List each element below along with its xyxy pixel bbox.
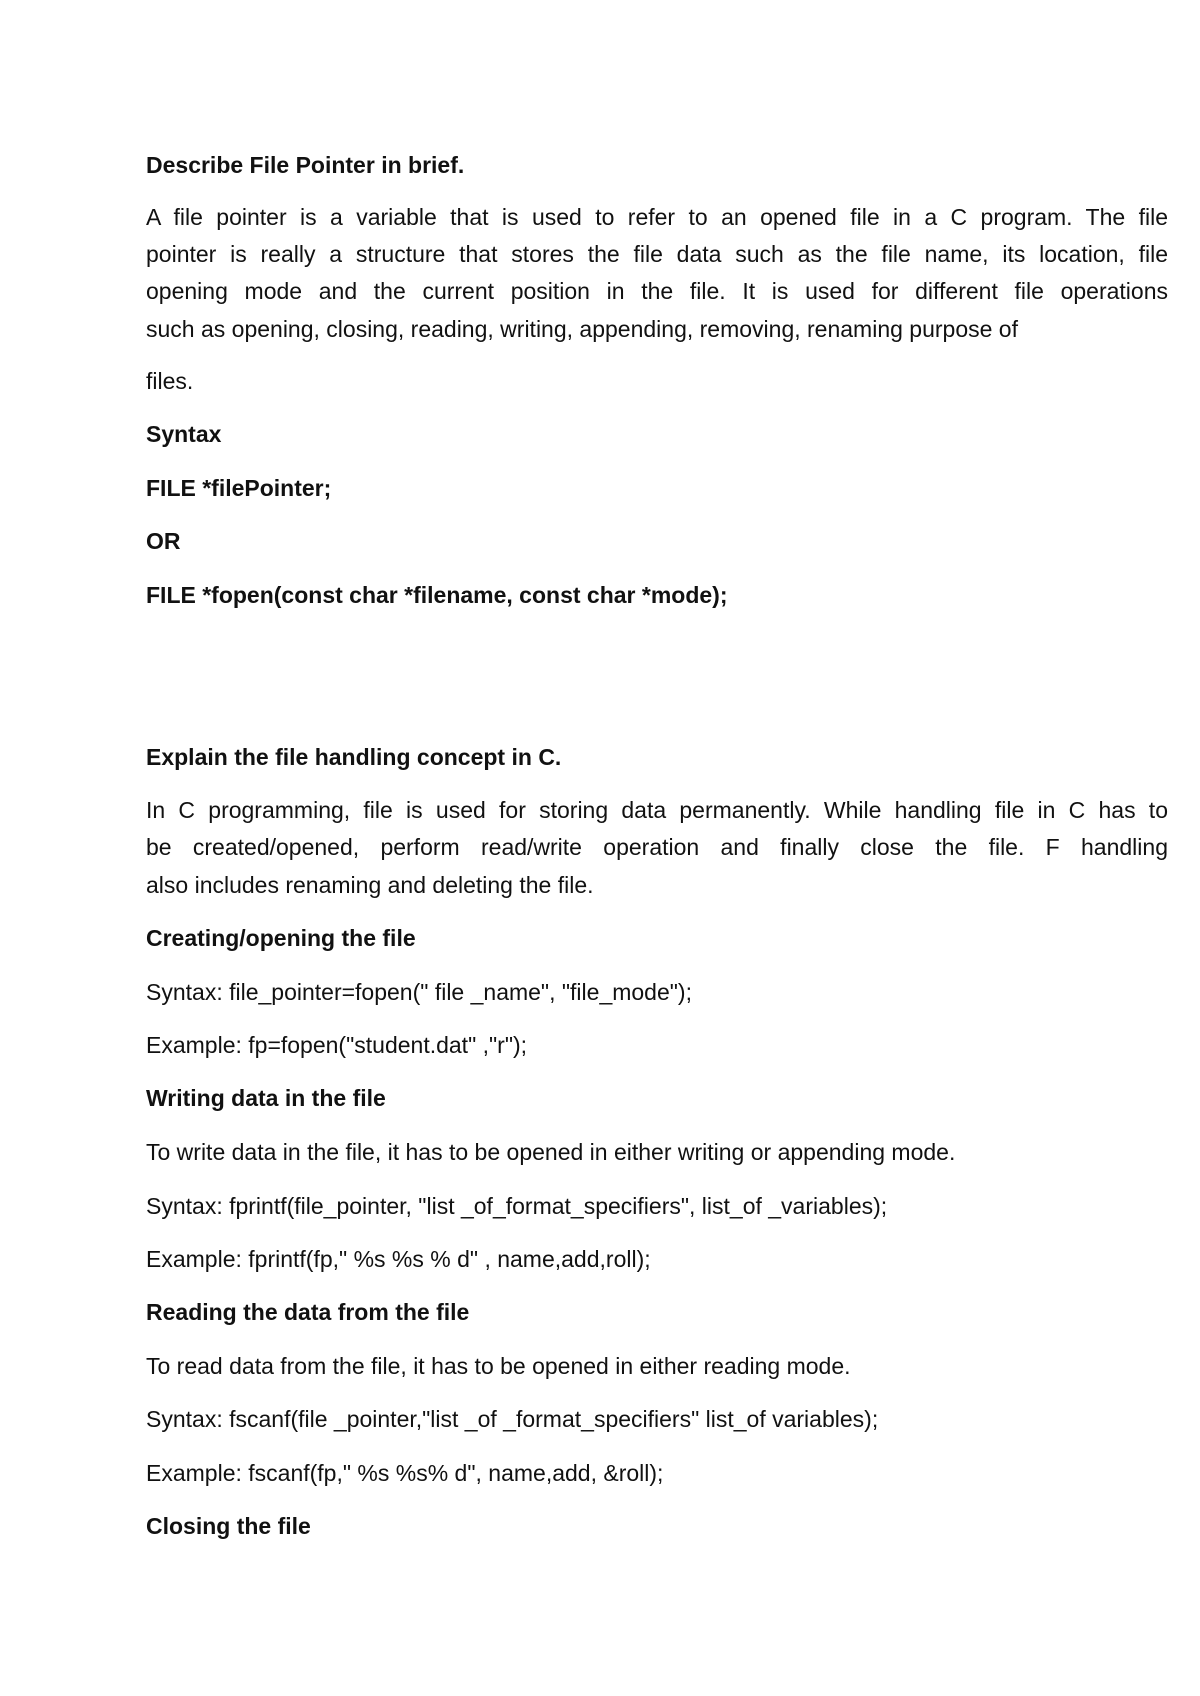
paragraph-line: pointer is really a structure that stores the file data such as the file name, its location, file [146, 241, 1168, 267]
syntax-file-pointer: FILE *filePointer; [146, 475, 332, 501]
paragraph-line: be created/opened, perform read/write operation and finally close the file. F handling [146, 834, 1168, 860]
read-example: Example: fscanf(fp," %s %s% d", name,add, &roll); [146, 1460, 664, 1486]
paragraph-line: such as opening, closing, reading, writing, appending, removing, renaming purpose of [146, 316, 1018, 342]
heading-writing-file: Writing data in the file [146, 1085, 386, 1111]
heading-file-handling: Explain the file handling concept in C. [146, 744, 562, 770]
write-example: Example: fprintf(fp," %s %s % d" , name,add,roll); [146, 1246, 651, 1272]
paragraph-line: opening mode and the current position in the file. It is used for different file operations [146, 278, 1168, 304]
paragraph-line: In C programming, file is used for storing data permanently. While handling file in C has to [146, 797, 1168, 823]
syntax-fopen: FILE *fopen(const char *filename, const char *mode); [146, 582, 728, 608]
create-syntax: Syntax: file_pointer=fopen(" file _name", "file_mode"); [146, 979, 692, 1005]
syntax-label: Syntax [146, 421, 222, 447]
write-description: To write data in the file, it has to be opened in either writing or appending mode. [146, 1139, 956, 1165]
heading-closing-file: Closing the file [146, 1513, 311, 1539]
read-description: To read data from the file, it has to be opened in either reading mode. [146, 1353, 851, 1379]
write-syntax: Syntax: fprintf(file_pointer, "list _of_format_specifiers", list_of _variables); [146, 1193, 888, 1219]
or-label: OR [146, 528, 181, 554]
heading-creating-file: Creating/opening the file [146, 925, 416, 951]
paragraph-line: files. [146, 368, 194, 394]
heading-reading-file: Reading the data from the file [146, 1299, 470, 1325]
paragraph-line: A file pointer is a variable that is used to refer to an opened file in a C program. The file [146, 204, 1168, 230]
create-example: Example: fp=fopen("student.dat" ,"r"); [146, 1032, 528, 1058]
read-syntax: Syntax: fscanf(file _pointer,"list _of _format_specifiers" list_of variables); [146, 1406, 879, 1432]
heading-file-pointer: Describe File Pointer in brief. [146, 152, 465, 178]
paragraph-line: also includes renaming and deleting the file. [146, 872, 594, 898]
